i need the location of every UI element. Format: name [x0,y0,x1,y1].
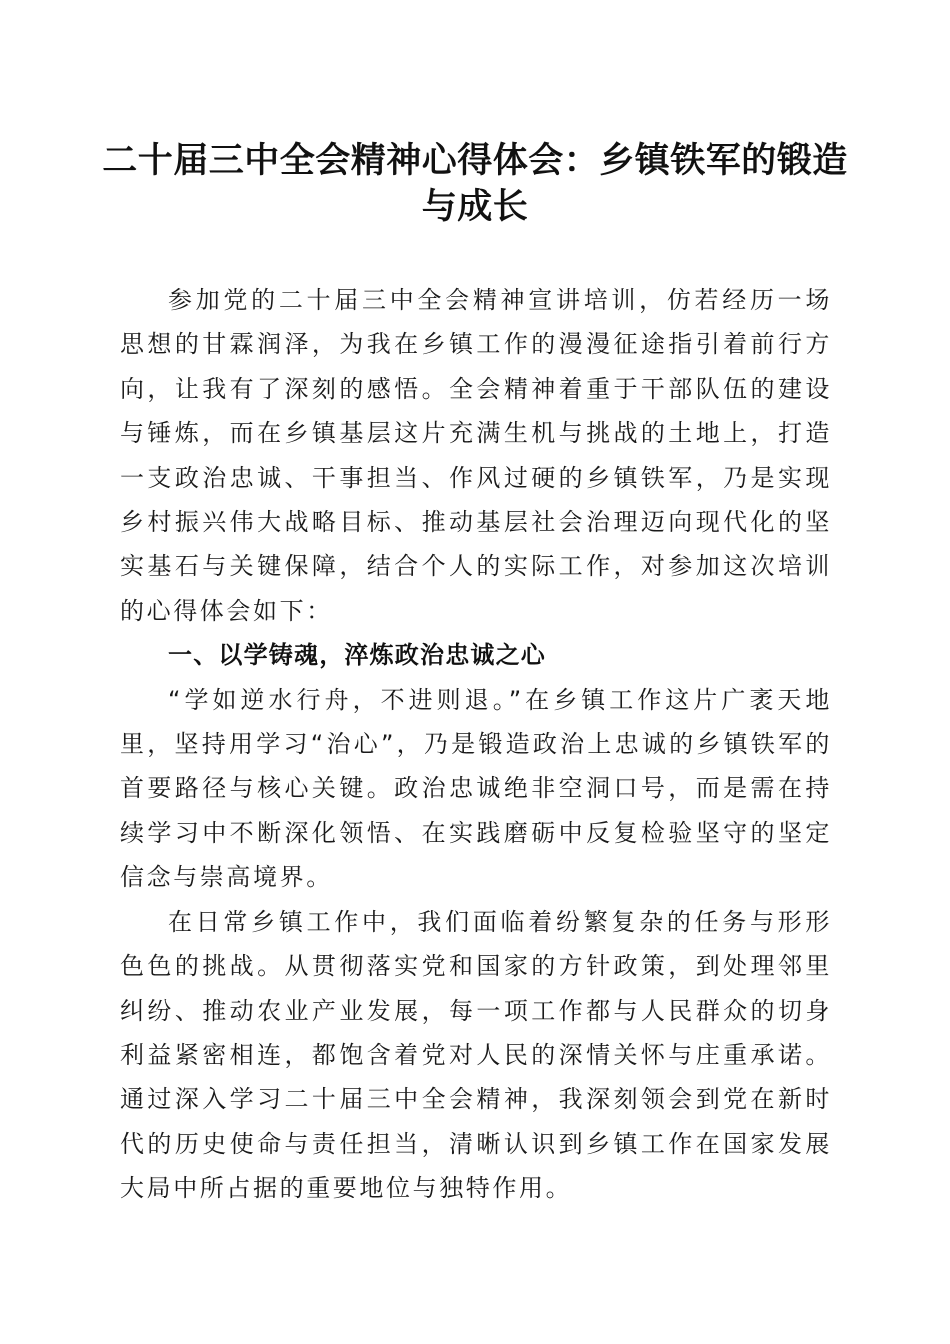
intro-paragraph: 参加党的二十届三中全会精神宣讲培训，仿若经历一场思想的甘霖润泽，为我在乡镇工作的漫漫征途指引着前行方向，让我有了深刻的感悟。全会精神着重于干部队伍的建设与锤炼，而在乡镇基层这片充满生机与挑战的土地上，打造一支政治忠诚、干事担当、作风过硬的乡镇铁军，乃是实现乡村振兴伟大战略目标、推动基层社会治理迈向现代化的坚实基石与关键保障，结合个人的实际工作，对参加这次培训的心得体会如下： [120,286,832,625]
section-heading: 一、以学铸魂，淬炼政治忠诚之心 [168,641,546,670]
document-body [120,278,832,1211]
document-title: 二十届三中全会精神心得体会：乡镇铁军的锻造与成长 [102,140,848,227]
body-paragraph: 在日常乡镇工作中，我们面临着纷繁复杂的任务与形形色色的挑战。从贯彻落实党和国家的方针政策，到处理邻里纠纷、推动农业产业发展，每一项工作都与人民群众的切身利益紧密相连，都饱含着党对人民的深情关怀与庄重承诺。通过深入学习二十届三中全会精神，我深刻领会到党在新时代的历史使命与责任担当，清晰认识到乡镇工作在国家发展大局中所占据的重要地位与独特作用。 [120,907,832,1203]
body-paragraph: “学如逆水行舟，不进则退。”在乡镇工作这片广袤天地里，坚持用学习“治心”，乃是锻造政治上忠诚的乡镇铁军的首要路径与核心关键。政治忠诚绝非空洞口号，而是需在持续学习中不断深化领悟、在实践磨砺中反复检验坚守的坚定信念与崇高境界。 [120,685,832,892]
